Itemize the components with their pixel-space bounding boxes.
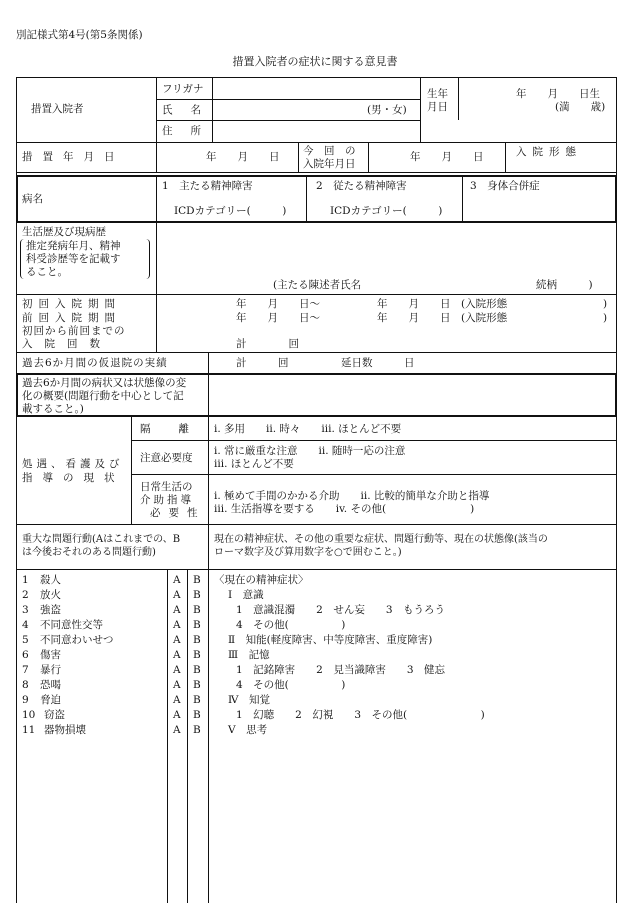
temp-discharge-count: 計 回	[236, 357, 289, 369]
problem-name: 暴行	[40, 664, 61, 676]
symptom-line: Ⅰ 意識	[228, 589, 264, 601]
column-a-mark: A	[173, 664, 181, 676]
previous-admission-from: 年 月 日〜	[236, 312, 320, 324]
problem-no: 7	[22, 664, 29, 676]
problem-no: 11	[22, 724, 36, 736]
problem-name: 窃盗	[44, 709, 65, 721]
daily-life-options-2: iii. 生活指導を要する iv. その他( )	[214, 503, 475, 515]
attention-options-1: i. 常に厳重な注意 ii. 随時一応の注意	[214, 445, 406, 457]
column-b-mark: B	[193, 619, 201, 631]
symptom-line: 1 意識混濁 2 せん妄 3 もうろう	[236, 604, 446, 616]
problem-no: 6	[22, 649, 29, 661]
symptom-line: Ⅲ 記憶	[228, 649, 270, 661]
icd-category-1: ICDカテゴリー( )	[174, 205, 287, 217]
informant-relation: 続柄 )	[536, 279, 593, 291]
history-note-3: ること。	[26, 266, 68, 278]
measure-date-field: 年 月 日	[206, 151, 280, 163]
icd-category-2: ICDカテゴリー( )	[330, 205, 443, 217]
first-admission-form: (入院形態	[461, 298, 508, 310]
symptoms-heading: 〈現在の精神症状〉	[214, 574, 309, 586]
column-b-mark: B	[193, 649, 201, 661]
this-admission-label-2: 入院年月日	[303, 158, 356, 170]
problem-no: 3	[22, 604, 29, 616]
column-a-mark: A	[173, 679, 181, 691]
temp-discharge-label: 過去6か月間の仮退院の実績	[22, 357, 168, 369]
problem-no: 8	[22, 679, 29, 691]
temp-discharge-days: 延日数 日	[341, 357, 415, 369]
history-note-1: 推定発病年月、精神	[26, 240, 121, 252]
column-b-mark: B	[193, 604, 201, 616]
column-b-mark: B	[193, 634, 201, 646]
problem-no: 4	[22, 619, 29, 631]
name-label: 氏名	[162, 104, 219, 116]
problem-no: 10	[22, 709, 36, 721]
symptom-line: Ⅴ 思考	[228, 724, 268, 736]
problem-name: 強盗	[40, 604, 61, 616]
daily-life-label-3: 必要性	[150, 507, 206, 519]
admission-count-label-2: 入院回数	[22, 338, 112, 350]
problem-name: 不同意性交等	[40, 619, 103, 631]
previous-admission-form: (入院形態	[461, 312, 508, 324]
previous-admission-label: 前回入院期間	[22, 312, 121, 324]
problem-name: 器物損壊	[44, 724, 86, 736]
age-field: (満 歳)	[555, 101, 606, 113]
column-a-mark: A	[173, 589, 181, 601]
previous-admission-to: 年 月 日	[377, 312, 451, 324]
column-a-mark: A	[173, 709, 181, 721]
column-a-mark: A	[173, 724, 181, 736]
problem-name: 脅迫	[40, 694, 61, 706]
symptom-line: 4 その他( )	[236, 679, 346, 691]
problem-header-2: は今後おそれのある問題行動)	[22, 547, 156, 558]
first-admission-label: 初回入院期間	[22, 298, 121, 310]
care-label-2: 指導の現状	[22, 472, 125, 484]
informant-name: (主たる陳述者氏名	[273, 279, 362, 291]
problem-no: 2	[22, 589, 29, 601]
birth-date-field: 年 月 日生	[516, 88, 600, 100]
address-label: 住所	[162, 125, 219, 137]
problem-name: 放火	[40, 589, 61, 601]
problem-header-1: 重大な問題行動(Aはこれまでの、B	[22, 534, 181, 545]
problem-name: 傷害	[40, 649, 61, 661]
this-admission-label-1: 今 回 の	[303, 145, 356, 157]
status-header-2: ローマ数字及び算用数字を○で囲むこと。)	[214, 547, 402, 558]
symptom-line: 4 その他( )	[236, 619, 346, 631]
form-id: 別記様式第4号(第5条関係)	[16, 29, 143, 41]
first-admission-from: 年 月 日〜	[236, 298, 320, 310]
daily-life-options-1: i. 極めて手間のかかる介助 ii. 比較的簡単な介助と指導	[214, 490, 490, 502]
history-label: 生活歴及び現病歴	[22, 226, 106, 238]
physical-complication: 3 身体合併症	[470, 180, 540, 192]
secondary-disorder: 2 従たる精神障害	[316, 180, 407, 192]
column-b-mark: B	[193, 679, 201, 691]
care-label-1: 処遇、看護及び	[22, 458, 124, 470]
column-b-mark: B	[193, 709, 201, 721]
status-header-1: 現在の精神症状、その他の重要な症状、問題行動等、現在の状態像(該当の	[214, 534, 548, 545]
symptom-line: Ⅱ 知能(軽度障害、中等度障害、重度障害)	[228, 634, 433, 646]
isolation-options: i. 多用 ii. 時々 iii. ほとんど不要	[214, 423, 402, 435]
disease-label: 病名	[22, 193, 43, 205]
previous-admission-close: )	[603, 312, 608, 324]
column-b-mark: B	[193, 724, 201, 736]
attention-options-2: iii. ほとんど不要	[214, 458, 294, 470]
this-admission-date: 年 月 日	[410, 151, 484, 163]
admission-count-total: 計 回	[236, 338, 299, 350]
overview-label-1: 過去6か月間の病状又は状態像の変	[22, 377, 187, 389]
problem-no: 5	[22, 634, 29, 646]
admission-count-label-1: 初回から前回までの	[22, 325, 126, 337]
column-b-mark: B	[193, 589, 201, 601]
column-b-mark: B	[193, 574, 201, 586]
problem-no: 9	[22, 694, 29, 706]
column-a-mark: A	[173, 649, 181, 661]
overview-label-2: 化の概要(問題行動を中心として記	[22, 390, 184, 402]
gender-field: (男・女)	[367, 104, 407, 116]
column-a-mark: A	[173, 574, 181, 586]
symptom-line: Ⅳ 知覚	[228, 694, 270, 706]
symptom-line: 1 幻聴 2 幻視 3 その他( )	[236, 709, 485, 721]
column-a-mark: A	[173, 604, 181, 616]
column-b-mark: B	[193, 664, 201, 676]
attention-label: 注意必要度	[140, 452, 193, 464]
problem-name: 恐喝	[40, 679, 61, 691]
column-a-mark: A	[173, 634, 181, 646]
main-disorder: 1 主たる精神障害	[162, 180, 253, 192]
daily-life-label-1: 日常生活の	[140, 481, 193, 493]
history-note-2: 科受診歴等を記載す	[26, 253, 121, 265]
problem-name: 殺人	[40, 574, 61, 586]
isolation-label: 隔離	[140, 423, 217, 435]
overview-label-3: 載すること。)	[22, 403, 84, 415]
first-admission-to: 年 月 日	[377, 298, 451, 310]
birth-label-2: 月日	[427, 101, 448, 113]
admission-form-label: 入院形態	[516, 146, 582, 158]
symptom-line: 1 記銘障害 2 見当識障害 3 健忘	[236, 664, 446, 676]
first-admission-close: )	[603, 298, 608, 310]
problem-no: 1	[22, 574, 29, 586]
column-a-mark: A	[173, 694, 181, 706]
patient-label: 措置入院者	[31, 103, 84, 115]
measure-date-label: 措置年月日	[22, 151, 125, 163]
form-title: 措置入院者の症状に関する意見書	[232, 55, 398, 68]
column-a-mark: A	[173, 619, 181, 631]
furigana-label: フリガナ	[162, 83, 204, 95]
daily-life-label-2: 介助指導	[140, 494, 194, 506]
column-b-mark: B	[193, 694, 201, 706]
birth-label-1: 生年	[427, 88, 448, 100]
problem-name: 不同意わいせつ	[40, 634, 114, 646]
